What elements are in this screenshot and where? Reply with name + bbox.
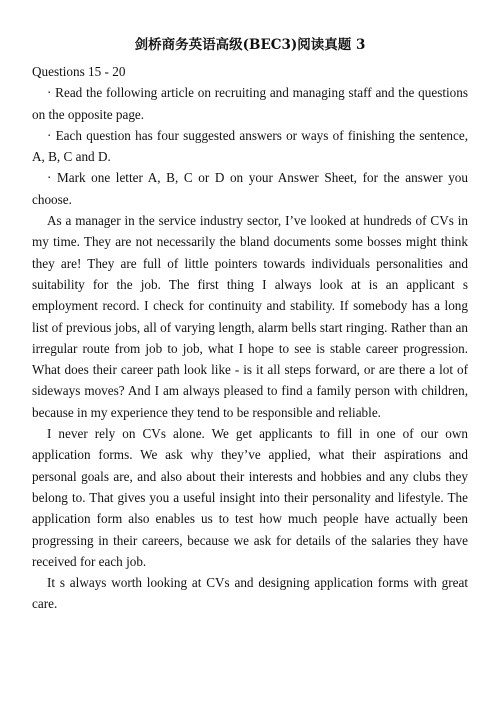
body-paragraph: It s always worth looking at CVs and designing application forms with great care. [32,575,468,612]
instruction-item: · Each question has four suggested answers or ways of finishing the sentence, A, B, C and D. [32,127,468,165]
body-paragraph: I never rely on CVs alone. We get applicants to fill in one of our own application forms. We ask why they’ve applied, what their aspirations and personal goals are, and also about their interests and hobbies and any clubs they belong to. That gives you a useful insight into their personality and lifestyle. The application form also enables us to test how much people have actually been progressing in their careers, because we ask for details of the salaries they have received for each job. [32,426,468,569]
instruction-item: · Mark one letter A, B, C or D on your Answer Sheet, for the answer you choose. [32,170,468,207]
document-title: 剑桥商务英语高级(BEC3)阅读真题 3 [134,37,366,53]
instruction-item: · Read the following article on recruiting and managing staff and the questions on the opposite page. [32,85,468,122]
body-paragraph: As a manager in the service industry sector, I’ve looked at hundreds of CVs in my time. They are not necessarily the bland documents some bosses might think they are! They are full of little pointers towards individuals personalities and suitability for the job. The first thing I always look at is an applicant s employment record. I check for continuity and stability. If somebody has a long list of previous jobs, all of varying length, alarm bells start ringing. Rather than an irregular route from job to job, what I hope to see is stable career progression. What does their career path look like - is it all steps forward, or are there a lot of sideways moves? And I am always pleased to find a family person with children, because in my experience they tend to be responsible and reliable. [32,213,468,420]
section-heading: Questions 15 - 20 [32,64,126,79]
